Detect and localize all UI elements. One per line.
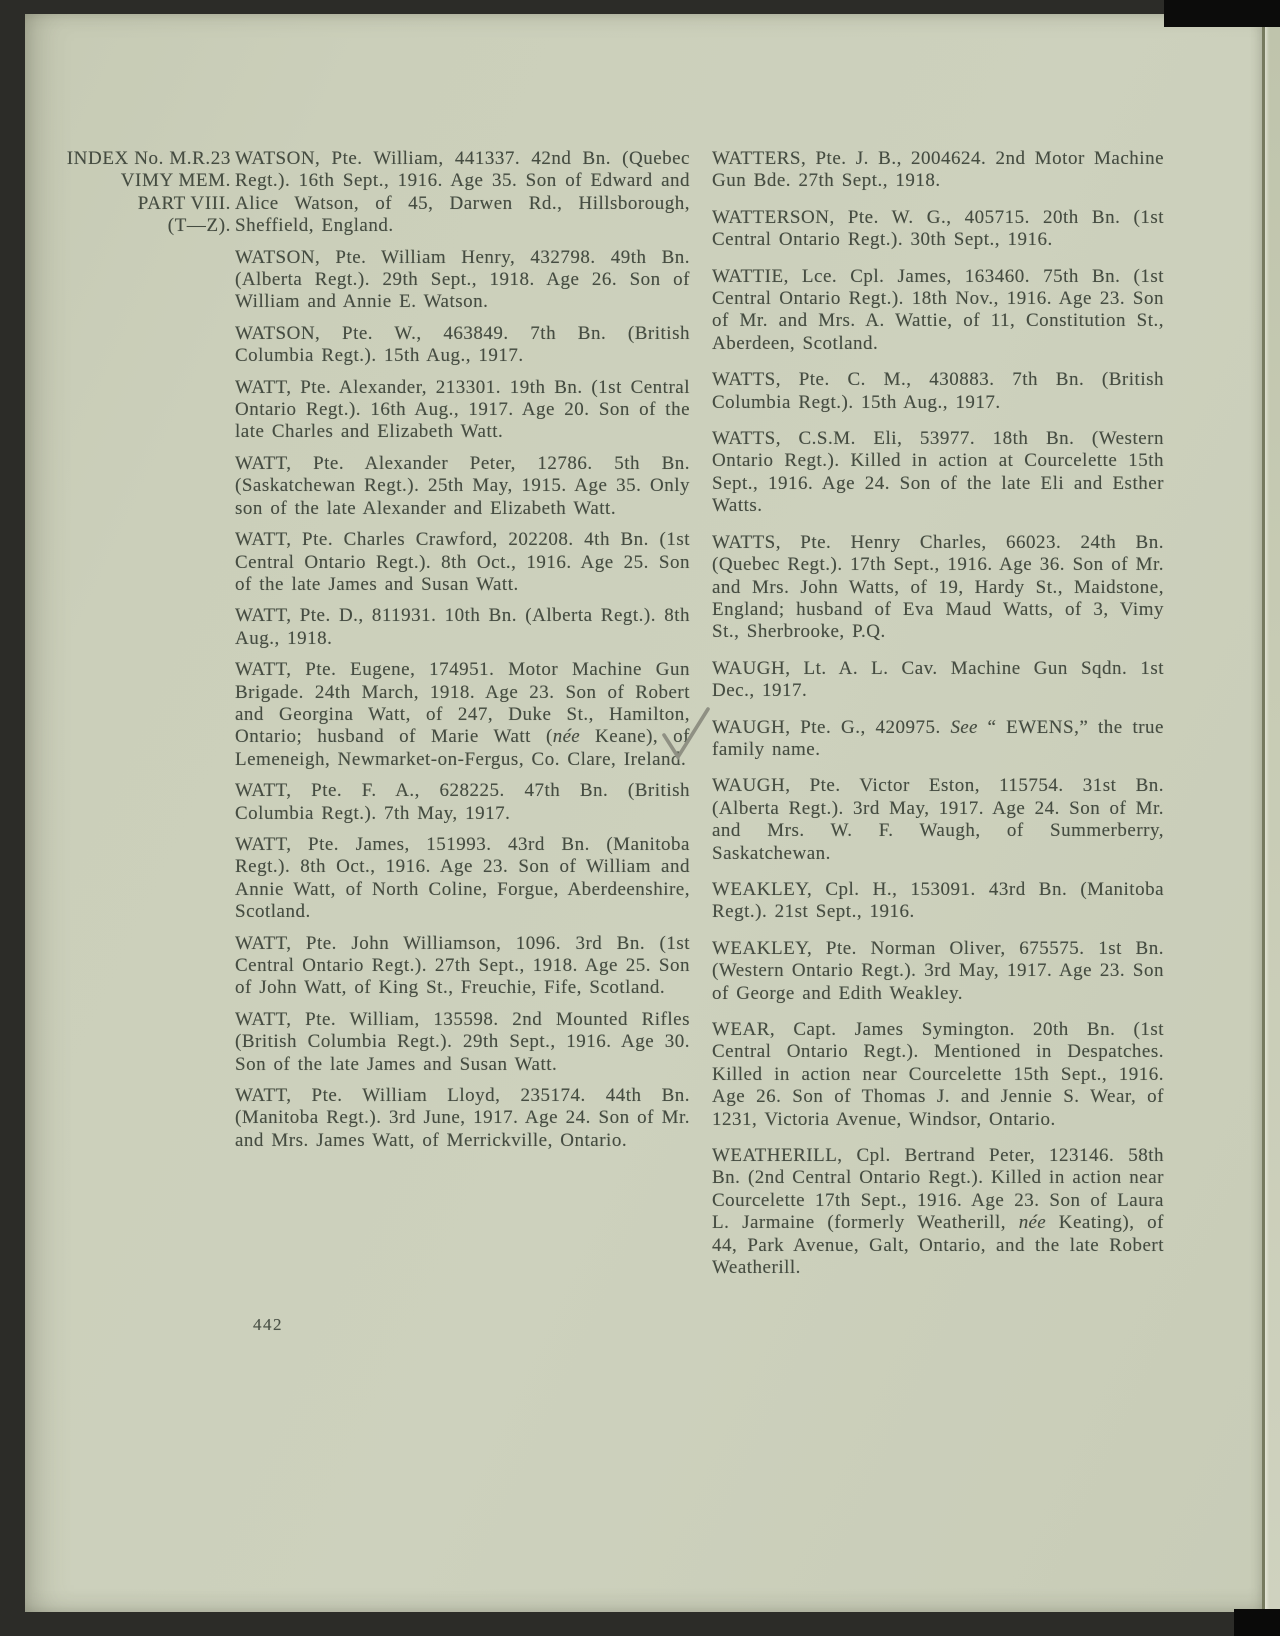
index-ref-line-2: VIMY MEM. — [120, 170, 231, 192]
index-reference-block — [41, 148, 231, 238]
memorial-entry: WAUGH, Lt. A. L. Cav. Machine Gun Sqdn. 1st Dec., 1917. — [712, 657, 1164, 702]
memorial-entry: WATTS, Pte. C. M., 430883. 7th Bn. (British Columbia Regt.). 15th Aug., 1917. — [712, 369, 1164, 413]
memorial-entry: WAUGH, Pte. Victor Eston, 115754. 31st Bn. (Alberta Regt.). 3rd May, 1917. Age 24. Son of Mr. and Mrs. W. F. Waugh, of Summerberry, Saskatchewan. — [712, 775, 1164, 864]
memorial-entry: WATT, Pte. Eugene, 174951. Motor Machine Gun Brigade. 24th March, 1918. Age 23. Son of Robert and Georgina Watt, of 247, Duke St., Hamilton, Ontario; husband of Marie Watt (née Keane), of Lemeneigh, Newmarket-on-Fergus, Co. Clare, Ireland. — [235, 659, 690, 770]
memorial-entry: WEAKLEY, Pte. Norman Oliver, 675575. 1st Bn. (Western Ontario Regt.). 3rd May, 1917. Age 23. Son of George and Edith Weakley. — [712, 937, 1164, 1004]
index-ref-line-3: PART VIII. — [137, 192, 231, 214]
left-column — [235, 148, 690, 1161]
memorial-entry: WATT, Pte. Alexander, 213301. 19th Bn. (1st Central Ontario Regt.). 16th Aug., 1917. Age 20. Son of the late Charles and Elizabeth Watt. — [235, 376, 690, 443]
memorial-entry: WATT, Pte. James, 151993. 43rd Bn. (Manitoba Regt.). 8th Oct., 1916. Age 23. Son of William and Annie Watt, of North Coline, Forgue, Aberdeenshire, Scotland. — [235, 833, 690, 923]
memorial-entry: WAUGH, Pte. G., 420975. See “ EWENS,” the true family name. — [712, 717, 1164, 762]
memorial-entry: WATT, Pte. Charles Crawford, 202208. 4th Bn. (1st Central Ontario Regt.). 8th Oct., 1916. Age 25. Son of the late James and Susan Watt. — [235, 529, 690, 595]
memorial-entry: WATSON, Pte. William, 441337. 42nd Bn. (Quebec Regt.). 16th Sept., 1916. Age 35. Son of Edward and Alice Watson, of 45, Darwen Rd., Hillsborough, Sheffield, England. — [235, 148, 690, 237]
memorial-entry: WATTS, C.S.M. Eli, 53977. 18th Bn. (Western Ontario Regt.). Killed in action at Courcelette 15th Sept., 1916. Age 24. Son of the late Eli and Esther Watts. — [712, 428, 1164, 517]
right-column — [712, 148, 1164, 1293]
memorial-entry: WATT, Pte. D., 811931. 10th Bn. (Alberta Regt.). 8th Aug., 1918. — [235, 605, 690, 649]
memorial-entry: WATTS, Pte. Henry Charles, 66023. 24th Bn. (Quebec Regt.). 17th Sept., 1916. Age 36. Son of Mr. and Mrs. John Watts, of 19, Hardy St., Maidstone, England; husband of Eva Maud Watts, of 3, Vimy St., Sherbrooke, P.Q. — [712, 531, 1164, 643]
index-ref-line-1: INDEX No. M.R.23 — [66, 148, 231, 169]
scan-dark-corner-top-right — [1164, 0, 1280, 27]
memorial-entry: WATT, Pte. F. A., 628225. 47th Bn. (British Columbia Regt.). 7th May, 1917. — [235, 780, 690, 824]
memorial-entry: WATT, Pte. Alexander Peter, 12786. 5th Bn. (Saskatchewan Regt.). 25th May, 1915. Age 35. Only son of the late Alexander and Elizabeth Watt. — [235, 452, 690, 519]
memorial-entry: WATSON, Pte. W., 463849. 7th Bn. (British Columbia Regt.). 15th Aug., 1917. — [235, 322, 690, 367]
memorial-entry: WATT, Pte. John Williamson, 1096. 3rd Bn. (1st Central Ontario Regt.). 27th Sept., 1918. Age 25. Son of John Watt, of King St., Freuchie, Fife, Scotland. — [235, 932, 690, 999]
scan-dark-corner-bottom-right — [1234, 1609, 1280, 1636]
memorial-entry: WATSON, Pte. William Henry, 432798. 49th Bn. (Alberta Regt.). 29th Sept., 1918. Age 26. Son of William and Annie E. Watson. — [235, 246, 690, 313]
memorial-entry: WATT, Pte. William, 135598. 2nd Mounted Rifles (British Columbia Regt.). 29th Sept., 1916. Age 30. Son of the late James and Susan Watt. — [235, 1008, 690, 1075]
memorial-entry: WATTERS, Pte. J. B., 2004624. 2nd Motor Machine Gun Bde. 27th Sept., 1918. — [712, 148, 1164, 192]
book-page-paper — [25, 14, 1262, 1612]
memorial-entry: WATT, Pte. William Lloyd, 235174. 44th Bn. (Manitoba Regt.). 3rd June, 1917. Age 24. Son of Mr. and Mrs. James Watt, of Merrickville, Ontario. — [235, 1085, 690, 1151]
adjacent-page-edge — [1262, 24, 1280, 1612]
index-ref-line-4: (T—Z). — [167, 215, 231, 237]
memorial-entry: WEAR, Capt. James Symington. 20th Bn. (1st Central Ontario Regt.). Mentioned in Despatches. Killed in action near Courcelette 15th Sept., 1916. Age 26. Son of Thomas J. and Jennie S. Wear, of 1231, Victoria Avenue, Windsor, Ontario. — [712, 1019, 1164, 1130]
memorial-entry: WEATHERILL, Cpl. Bertrand Peter, 123146. 58th Bn. (2nd Central Ontario Regt.). Killed in action near Courcelette 17th Sept., 1916. Age 23. Son of Laura L. Jarmaine (formerly Weatherill, née Keating), of 44, Park Avenue, Galt, Ontario, and the late Robert Weatherill. — [712, 1145, 1165, 1279]
page-number: 442 — [253, 1315, 283, 1334]
memorial-entry: WATTIE, Lce. Cpl. James, 163460. 75th Bn. (1st Central Ontario Regt.). 18th Nov., 1916. Age 23. Son of Mr. and Mrs. A. Wattie, of 11, Constitution St., Aberdeen, Scotland. — [712, 265, 1164, 354]
memorial-entry: WATTERSON, Pte. W. G., 405715. 20th Bn. (1st Central Ontario Regt.). 30th Sept., 1916. — [712, 206, 1164, 251]
memorial-entry: WEAKLEY, Cpl. H., 153091. 43rd Bn. (Manitoba Regt.). 21st Sept., 1916. — [712, 878, 1164, 923]
